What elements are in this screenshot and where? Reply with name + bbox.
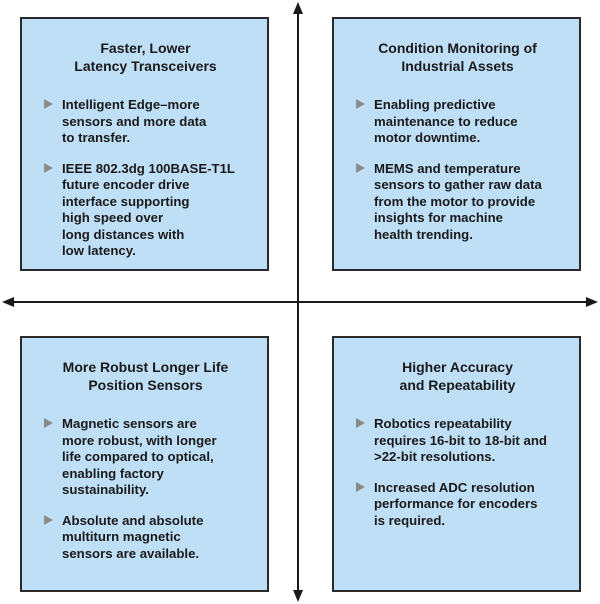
bullet-list xyxy=(356,97,565,243)
triangle-bullet-icon xyxy=(44,418,53,428)
triangle-bullet-icon xyxy=(44,99,53,109)
triangle-bullet-icon xyxy=(44,515,53,525)
triangle-bullet-icon xyxy=(356,99,365,109)
quadrant-title: More Robust Longer Life Position Sensors xyxy=(62,359,229,393)
bullet-item xyxy=(44,161,253,260)
bullet-text: Magnetic sensors are more robust, with longer life compared to optical, enabling factory sustainability. xyxy=(62,416,217,497)
bullet-text: IEEE 802.3dg 100BASE-T1L future encoder drive interface supporting high speed over long distances with low latency. xyxy=(62,160,235,258)
quadrant-bottom-right xyxy=(332,336,581,592)
quadrant-title: Higher Accuracy and Repeatability xyxy=(399,359,516,393)
triangle-bullet-icon xyxy=(356,482,365,492)
quadrant-title: Condition Monitoring of Industrial Assets xyxy=(378,40,537,74)
bullet-list xyxy=(356,416,565,529)
triangle-bullet-icon xyxy=(44,163,53,173)
triangle-bullet-icon xyxy=(356,418,365,428)
triangle-bullet-icon xyxy=(356,163,365,173)
bullet-item xyxy=(356,97,565,147)
bullet-text: Increased ADC resolution performance for encoders is required. xyxy=(374,479,538,528)
quadrant-top-right xyxy=(332,17,581,271)
down-arrowhead xyxy=(293,590,303,602)
bullet-text: Enabling predictive maintenance to reduce motor downtime. xyxy=(374,97,518,145)
bullet-item xyxy=(44,97,253,147)
bullet-list xyxy=(44,416,253,562)
bullet-item xyxy=(356,480,565,530)
right-arrowhead xyxy=(586,297,598,307)
quadrant-title: Faster, Lower Latency Transceivers xyxy=(74,40,217,74)
bullet-text: Intelligent Edge–more sensors and more data to transfer. xyxy=(62,97,207,145)
bullet-item xyxy=(44,513,253,563)
bullet-item xyxy=(44,416,253,499)
bullet-text: Robotics repeatability requires 16-bit to 18-bit and >22-bit resolutions. xyxy=(374,416,547,464)
left-arrowhead xyxy=(2,297,14,307)
bullet-text: MEMS and temperature sensors to gather raw data from the motor to provide insights for machine health trending. xyxy=(374,160,542,242)
quadrant-bottom-left xyxy=(20,336,269,592)
bullet-item xyxy=(356,161,565,244)
quadrant-top-left xyxy=(20,17,269,271)
bullet-item xyxy=(356,416,565,466)
bullet-text: Absolute and absolute multiturn magnetic sensors are available. xyxy=(62,512,204,561)
up-arrowhead xyxy=(293,2,303,14)
bullet-list xyxy=(44,97,253,260)
